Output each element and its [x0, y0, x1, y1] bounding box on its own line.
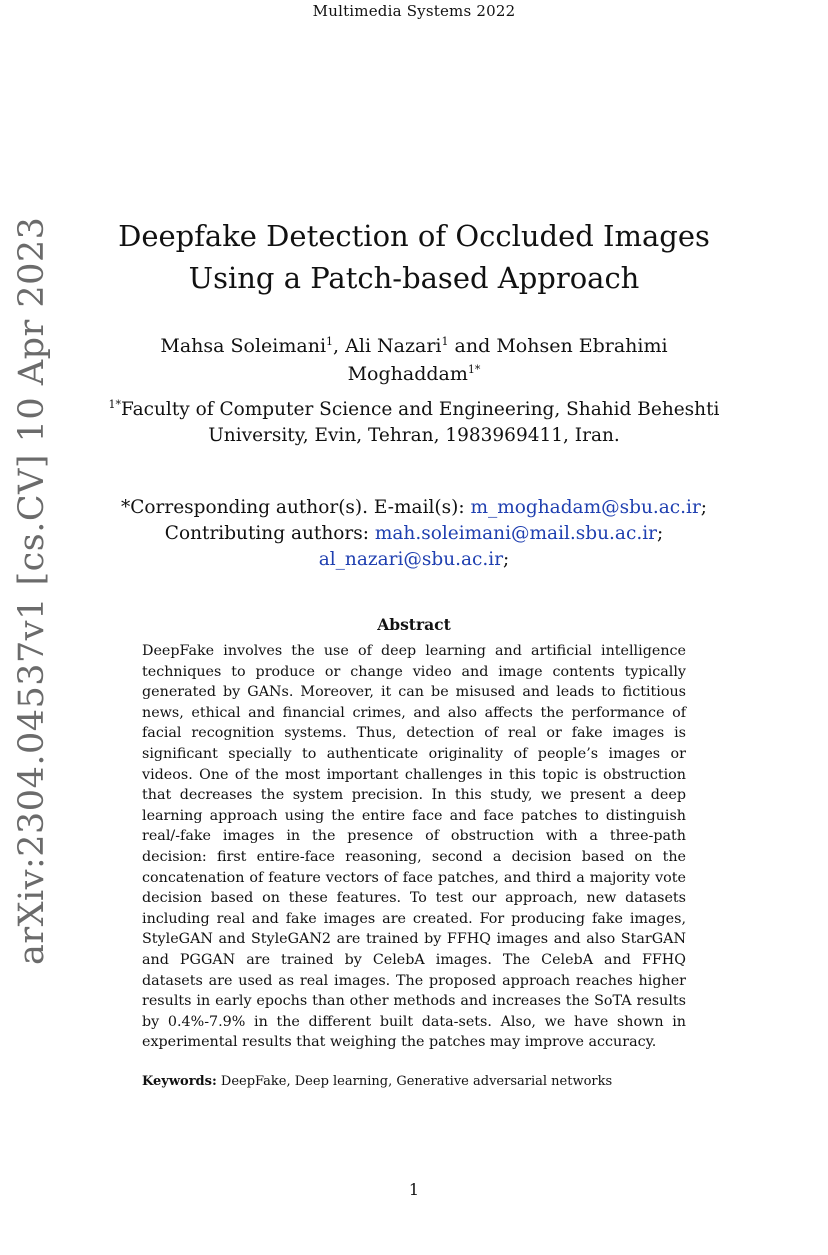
contributing-email-link-2[interactable]: al_nazari@sbu.ac.ir — [318, 549, 504, 570]
author-name-continued: Moghaddam — [347, 363, 468, 385]
affiliation-marker: 1 — [326, 335, 334, 348]
keywords — [142, 1073, 702, 1091]
arxiv-identifier[interactable]: arXiv:2304.04537v1 [cs.CV] 10 Apr 2023 — [12, 216, 52, 965]
affiliation — [100, 397, 728, 449]
affiliation-line-2: University, Evin, Tehran, 1983969411, Iran. — [208, 425, 620, 446]
abstract-text: DeepFake involves the use of deep learning and artificial intelligence techniques to produce or change video and image contents typically generated by GANs. Moreover, it can be misused and leads to fictitious news, ethical and financial crimes, and also affects the performance of facial recognition systems. Thus, detection of real or fake images is significant specially to authenticate originality of people’s images or videos. One of the most important challenges in this topic is obstruction that decreases the system precision. In this study, we present a deep learning approach using the entire face and face patches to distinguish real/-fake images in the presence of obstruction with a three-path decision: first entire-face reasoning, second a decision based on the concatenation of feature vectors of face patches, and third a majority vote decision based on these features. To test our approach, new datasets including real and fake images are created. For producing fake images, StyleGAN and StyleGAN2 are trained by FFHQ images and also StarGAN and PGGAN are trained by CelebA images. The CelebA and FFHQ datasets are used as real images. The proposed approach reaches higher results in early epochs than other methods and increases the SoTA results by 0.4%-7.9% in the different built data-sets. Also, we have shown in experimental results that weighing the patches may improve accuracy. — [142, 643, 686, 1051]
contact-info — [100, 495, 728, 573]
affiliation-line-1: Faculty of Computer Science and Engineering, Shahid Beheshti — [121, 399, 720, 420]
contributing-label: Contributing authors: — [164, 523, 375, 544]
punctuation: ; — [656, 523, 664, 544]
abstract-heading: Abstract — [377, 615, 451, 634]
author-name: Mahsa Soleimani — [160, 335, 327, 357]
author-separator: and — [448, 335, 497, 357]
punctuation: ; — [503, 549, 510, 570]
author-name: Mohsen Ebrahimi — [496, 335, 668, 357]
author-separator: , — [333, 335, 346, 357]
paper-title — [100, 215, 728, 299]
affiliation-marker: 1* — [108, 398, 122, 411]
title-line-2: Using a Patch-based Approach — [188, 261, 640, 295]
author-list — [110, 332, 718, 388]
contributing-email-link-1[interactable]: mah.soleimani@mail.sbu.ac.ir — [374, 523, 657, 544]
page-number: 1 — [408, 1180, 420, 1199]
author-name: Ali Nazari — [345, 335, 442, 357]
punctuation: ; — [700, 497, 708, 518]
running-header: Multimedia Systems 2022 — [312, 2, 516, 20]
title-line-1: Deepfake Detection of Occluded Images — [118, 219, 710, 253]
corresponding-email-link[interactable]: m_moghadam@sbu.ac.ir — [470, 497, 701, 518]
affiliation-marker: 1 — [441, 335, 449, 348]
keywords-list: DeepFake, Deep learning, Generative adversarial networks — [220, 1074, 613, 1089]
keywords-label: Keywords: — [142, 1074, 217, 1089]
affiliation-marker: 1* — [467, 363, 481, 376]
corresponding-label: *Corresponding author(s). E-mail(s): — [120, 497, 471, 518]
